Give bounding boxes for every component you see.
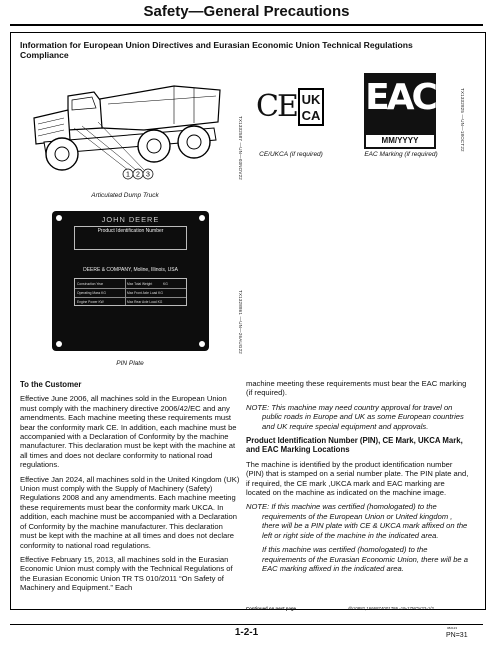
section-title: Information for European Union Directives and Eurasian Economic Union Technical Regulations Compliance xyxy=(20,40,413,60)
document-id: dh10882,1666874001786 -19-17NOV22-1/2 xyxy=(348,606,434,611)
pin-field xyxy=(74,226,187,250)
continued-label: Continued on next page xyxy=(246,606,297,611)
plate-row: Operating Mass KG Max Front Axle Load KG xyxy=(77,291,163,295)
articulated-dump-truck-illustration xyxy=(24,78,224,182)
paragraph-eac-marking: machine meeting these requirements must bear the EAC marking (if required). xyxy=(246,379,467,398)
callout-3: 3 xyxy=(146,171,150,179)
plate-brand: JOHN DEERE xyxy=(101,215,160,224)
note-eu-uk-certified: NOTE: If this machine was certified (homologated) to the requirements of the European Union or United kingdom , there will be a PIN plate with CE & UKCA mark affixed on the left or right side of the machine in the indicated area. xyxy=(246,502,468,540)
callout-1: 1 xyxy=(126,171,130,179)
note-eaeu-certified: If this machine was certified (homologated) to the requirements of the Eurasian Economic Union, there will be a EAC marking affixed in the indicated area. xyxy=(262,545,468,573)
plate-grid xyxy=(74,278,187,306)
plate-maker: DEERE & COMPANY, Moline, Illinois, USA xyxy=(83,267,178,273)
ukca-mark-top: UK xyxy=(301,92,321,107)
ce-mark: CE xyxy=(256,89,297,124)
eac-caption: EAC Marking (if required) xyxy=(364,151,438,158)
footer-code: 082123 xyxy=(447,626,458,630)
ce-caption: CE/UKCA (if required) xyxy=(259,151,323,158)
header-divider xyxy=(10,24,483,26)
note-road-approval: NOTE: This machine may need country approval for travel on public roads in Europe and UK as some European countries and UK require special equipment and approvals. xyxy=(246,402,464,431)
left-column xyxy=(20,380,240,598)
truck-caption: Articulated Dump Truck xyxy=(91,192,159,199)
pin-label: Product Identification Number xyxy=(97,228,164,234)
eac-figure-code: TX1332825 —UN—18OCT22 xyxy=(460,88,465,152)
truck-figure-code: TX1332587 —UN—03NOV22 xyxy=(238,116,243,180)
pin-location-heading: Product Identification Number (PIN), CE Mark, UKCA Mark, and EAC Marking Locations xyxy=(246,436,463,455)
eac-mark xyxy=(364,73,436,149)
paragraph-eaeu: Effective February 15, 2013, all machines sold in the Eurasian Economic Union must comply with the Technical Regulations of the Eurasian Economic Union TR TS 010/2011 “On Safety of Machinery and Equipment.” Each xyxy=(20,554,233,593)
paragraph-uk: Effective Jan 2024, all machines sold in the United Kingdom (UK) Union must comply with the Supply of Machinery (Safety) Regulations 2008 and any amendments. Each machine meeting these requirements must bear the conformity mark UKCA. In addition, each machine must be accompanied with a Declaration of Conformity by the machine manufacturer. This declaration must be kept with the machine at all times and does not declare conformity to national road regulations. xyxy=(20,474,240,550)
page-title: Safety—General Precautions xyxy=(143,3,350,20)
eac-date: MM/YYYY xyxy=(364,133,436,149)
right-column xyxy=(246,379,470,578)
page-number: 1-2-1 xyxy=(234,627,259,638)
pn-number: PN=31 xyxy=(446,632,468,639)
pin-plate-caption: PIN Plate xyxy=(116,360,144,367)
ce-ukca-mark xyxy=(254,86,324,128)
plate-row: Construction Year Max Total Weight KG xyxy=(77,282,168,286)
callout-2: 2 xyxy=(136,171,140,179)
rivet-hole xyxy=(199,341,205,347)
rivet-hole xyxy=(56,341,62,347)
ukca-mark xyxy=(298,88,324,126)
paragraph-eu: Effective June 2006, all machines sold in the European Union must comply with the machinery directive 2006/42/EC and any amendments. Each machine meeting these requirements must bear the conformity mark CE. In addition, each machine must be accompanied with a Declaration of Conformity by the machine manufacturer. This declaration must be kept with the machine at all times and does not declare conformity to national road regulations. xyxy=(20,394,237,470)
pin-figure-code: TX1328861 —UN—26AUG22 xyxy=(238,290,243,354)
footer-divider xyxy=(10,624,483,625)
eac-glyphs: EAC xyxy=(365,77,435,118)
customer-heading: To the Customer xyxy=(20,380,82,389)
pin-plate xyxy=(52,211,209,351)
paragraph-pin: The machine is identified by the product identification number (PIN) that is stamped on a serial number plate. The PIN plate and, if required, the CE mark ,UKCA mark and EAC marking are located on the machine as indicated on the machine image. xyxy=(246,459,469,498)
plate-row: Engine Power KW Max Rear Axle Load KG xyxy=(77,300,163,304)
ukca-mark-bottom: CA xyxy=(301,108,321,123)
